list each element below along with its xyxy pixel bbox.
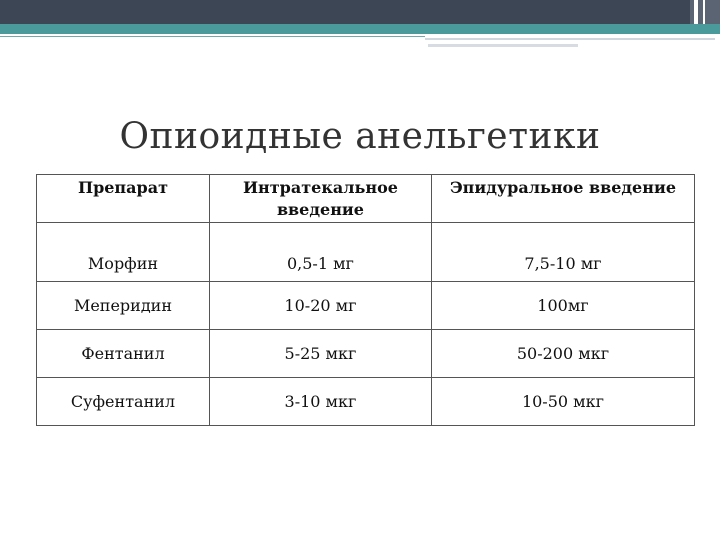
cell-epidural: 7,5-10 мг (431, 223, 694, 282)
cell-drug: Фентанил (37, 330, 210, 378)
decor-line (0, 36, 425, 37)
header-intrathecal: Интратекальное введение (209, 175, 431, 223)
cell-intrathecal: 3-10 мкг (209, 378, 431, 426)
header-drug: Препарат (37, 175, 210, 223)
cell-intrathecal: 5-25 мкг (209, 330, 431, 378)
cell-drug: Морфин (37, 223, 210, 282)
accent-band (0, 24, 720, 34)
table-row (37, 282, 695, 330)
cell-intrathecal: 10-20 мг (209, 282, 431, 330)
cell-epidural: 10-50 мкг (431, 378, 694, 426)
table-header-row (37, 175, 695, 223)
header-epidural: Эпидуральное введение (431, 175, 694, 223)
decor-line (428, 44, 578, 47)
decor-line (425, 38, 715, 40)
table-row (37, 378, 695, 426)
cell-intrathecal: 0,5-1 мг (209, 223, 431, 282)
dosage-table (36, 174, 695, 426)
top-decor-mark (703, 0, 705, 24)
top-decor-mark (694, 0, 698, 24)
cell-drug: Меперидин (37, 282, 210, 330)
top-decor-bar (0, 0, 720, 24)
cell-drug: Суфентанил (37, 378, 210, 426)
table-row (37, 330, 695, 378)
cell-epidural: 50-200 мкг (431, 330, 694, 378)
slide-title: Опиоидные анельгетики (119, 116, 601, 157)
table-row (37, 223, 695, 282)
cell-epidural: 100мг (431, 282, 694, 330)
